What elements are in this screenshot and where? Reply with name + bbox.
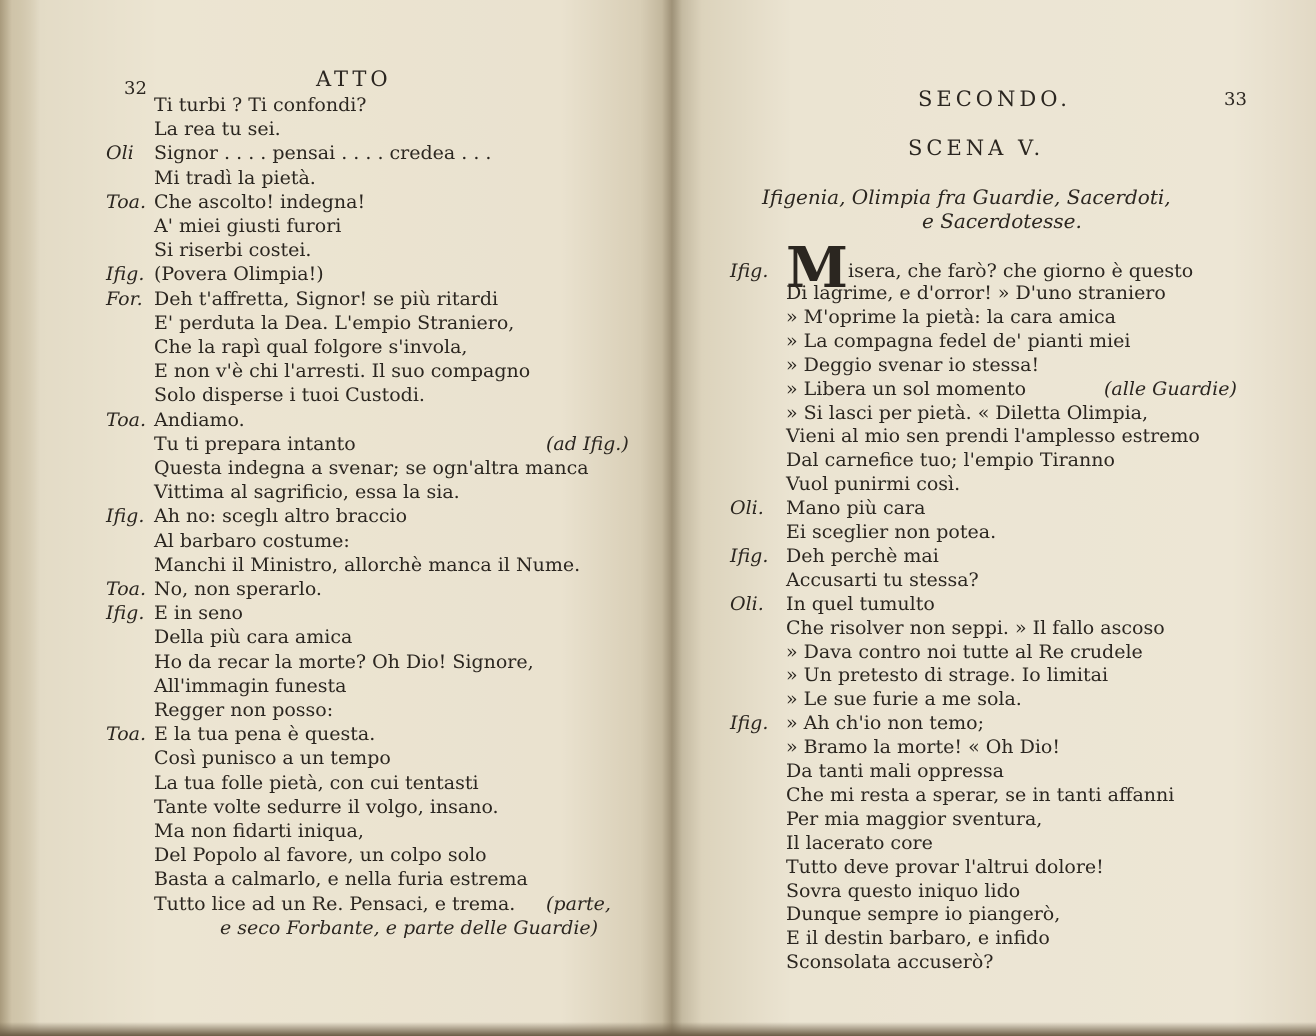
- verse-line: [730, 282, 1166, 304]
- verse-text: E la tua pena è questa.: [154, 723, 376, 746]
- verse-line: [106, 844, 487, 866]
- verse-text: E non v'è chi l'arresti. Il suo compagno: [154, 360, 531, 383]
- verse-text: Ei sceglier non potea.: [786, 521, 997, 543]
- verse-text: La tua folle pietà, con cui tentasti: [154, 771, 479, 794]
- verse-line: [106, 312, 514, 334]
- page-number: 33: [1224, 89, 1247, 110]
- verse-line: [106, 554, 580, 576]
- verse-line: [106, 723, 375, 745]
- running-head: ATTO: [316, 67, 392, 91]
- verse-line: [730, 784, 1174, 806]
- verse-line: [106, 360, 530, 382]
- verse-text: » Un pretesto di strage. Io limitai: [786, 664, 1109, 687]
- page-bottom-edge: [0, 1022, 1316, 1036]
- verse-line: [106, 868, 528, 890]
- verse-line: [106, 215, 341, 237]
- verse-text: In quel tumulto: [786, 592, 935, 615]
- verse-text: Vittima al sagrificio, essa la sia.: [154, 481, 460, 504]
- verse-text: Che mi resta a sperar, se in tanti affanni: [786, 783, 1175, 806]
- verse-text: Deh perchè mai: [786, 544, 939, 567]
- verse-text: Tu ti prepara intanto: [154, 432, 356, 455]
- verse-line: [730, 641, 1143, 663]
- verse-text: Il lacerato core: [786, 831, 933, 854]
- verse-text: Deh t'affretta, Signor! se più ritardi: [154, 287, 499, 310]
- verse-text: Del Popolo al favore, un colpo solo: [154, 844, 487, 867]
- book-gutter: [662, 0, 682, 1036]
- verse-line: [106, 191, 365, 213]
- verse-line: [106, 239, 311, 261]
- verse-text: » Le sue furie a me sola.: [786, 688, 1022, 711]
- verse-text: isera, che farò? che giorno è questo: [848, 260, 1194, 282]
- verse-line: [106, 578, 322, 600]
- verse-line: [730, 832, 933, 854]
- verse-line: [730, 425, 1200, 447]
- verse-text: Al barbaro costume:: [154, 529, 350, 552]
- verse-text: Tutto lice ad un Re. Pensaci, e trema.: [154, 892, 516, 915]
- stage-direction: (parte,: [546, 892, 611, 915]
- verse-line: [106, 409, 245, 431]
- speaker: Ifig.: [730, 260, 769, 282]
- verse-line: [106, 336, 467, 358]
- verse-line: [106, 432, 629, 455]
- verse-line: [730, 449, 1115, 471]
- verse-line: [106, 699, 333, 721]
- speaker: For.: [106, 287, 143, 310]
- verse-text: Di lagrime, e d'orror! » D'uno straniero: [786, 282, 1166, 304]
- verse-line: [106, 820, 364, 842]
- verse-text: Si riserbi costei.: [154, 239, 312, 262]
- verse-text: Vieni al mio sen prendi l'amplesso estremo: [786, 425, 1200, 448]
- verse-line: [106, 602, 243, 624]
- cast-list-line-1: Ifigenia, Olimpia fra Guardie, Sacerdoti,: [762, 185, 1171, 209]
- verse-text: » Deggio svenar io stessa!: [786, 353, 1040, 376]
- verse-line: [106, 892, 611, 915]
- verse-line: [106, 530, 350, 552]
- speaker: Toa.: [106, 408, 147, 431]
- speaker: Toa.: [106, 578, 147, 600]
- speaker: Ifig.: [106, 263, 145, 286]
- verse-line: [106, 796, 499, 818]
- verse-text: Ho da recar la morte? Oh Dio! Signore,: [154, 650, 534, 673]
- verse-line: [106, 675, 347, 697]
- verse-text: Manchi il Ministro, allorchè manca il Nume.: [154, 553, 581, 576]
- verse-text: Sconsolata accuserò?: [786, 951, 994, 974]
- page-edge: [0, 0, 40, 1036]
- verse-line: [106, 505, 407, 527]
- verse-text: Dal carnefice tuo; l'empio Tiranno: [786, 449, 1115, 472]
- verse-line: [730, 521, 996, 543]
- verse-line: [730, 497, 925, 519]
- stage-direction: (alle Guardie): [1104, 377, 1237, 400]
- verse-line: [730, 306, 1116, 328]
- stage-direction: (ad Ifig.): [546, 432, 629, 455]
- verse-text: » La compagna fedel de' pianti miei: [786, 329, 1131, 352]
- verse-line: [730, 712, 984, 734]
- verse-text: Sovra questo iniquo lido: [786, 879, 1021, 902]
- verse-text: Solo disperse i tuoi Custodi.: [154, 384, 425, 407]
- verse-text: Tutto deve provar l'altrui dolore!: [786, 855, 1104, 878]
- verse-text: Ma non fidarti iniqua,: [154, 820, 364, 842]
- verse-text: Tante volte sedurre il volgo, insano.: [154, 795, 499, 818]
- verse-line: [730, 927, 1050, 949]
- verse-text: Mi tradì la pietà.: [154, 166, 316, 189]
- stage-direction: e seco Forbante, e parte delle Guardie): [220, 916, 599, 939]
- verse-line: [730, 545, 939, 567]
- verse-line: [106, 384, 425, 406]
- verse-line: [106, 142, 491, 164]
- verse-line: [106, 626, 352, 648]
- verse-text: » Libera un sol momento: [786, 377, 1027, 400]
- verse-text: » Si lasci per pietà. « Diletta Olimpia,: [786, 401, 1149, 424]
- speaker: Toa.: [106, 723, 147, 746]
- verse-text: Per mia maggior sventura,: [786, 807, 1043, 830]
- verse-text: » M'oprime la pietà: la cara amica: [786, 305, 1116, 328]
- verse-line: [730, 688, 1022, 710]
- verse-line: [730, 569, 979, 591]
- verse-line: [730, 808, 1042, 830]
- verse-line: [106, 118, 281, 140]
- verse-text: Della più cara amica: [154, 626, 353, 649]
- speaker: Toa.: [106, 190, 147, 213]
- verse-text: Mano più cara: [786, 497, 926, 520]
- verse-line: [730, 473, 960, 495]
- verse-text: Ti turbi ? Ti confondi?: [154, 94, 367, 116]
- verse-line: [730, 736, 1060, 758]
- verse-text: Vuol punirmi così.: [786, 473, 961, 496]
- verse-line: [730, 377, 1237, 400]
- verse-line: [106, 94, 367, 116]
- verse-text: Che ascolto! indegna!: [154, 190, 366, 213]
- verse-text: La rea tu sei.: [154, 118, 281, 141]
- cast-list-line-2: e Sacerdotesse.: [922, 209, 1082, 233]
- verse-text: Accusarti tu stessa?: [786, 568, 979, 591]
- verse-text: Questa indegna a svenar; se ogn'altra manca: [154, 457, 589, 479]
- verse-text: Da tanti mali oppressa: [786, 760, 1005, 782]
- verse-line: [730, 880, 1020, 902]
- verse-line: [730, 856, 1104, 878]
- right-page: [672, 0, 1316, 1036]
- verse-text: » Dava contro noi tutte al Re crudele: [786, 640, 1143, 663]
- verse-line: [730, 593, 935, 615]
- verse-line: [106, 167, 316, 189]
- speaker: Ifig.: [730, 712, 769, 735]
- verse-text: E in seno: [154, 602, 243, 625]
- verse-line: [730, 664, 1108, 686]
- verse-text: Che la rapì qual folgore s'invola,: [154, 336, 468, 358]
- verse-line: [106, 457, 589, 479]
- verse-line: [220, 917, 598, 939]
- verse-text: Signor . . . . pensai . . . . credea . . .: [154, 142, 492, 165]
- verse-text: No, non sperarlo.: [154, 578, 322, 600]
- running-head: SECONDO.: [918, 87, 1071, 111]
- verse-text: » Bramo la morte! « Oh Dio!: [786, 736, 1060, 759]
- verse-text: Regger non posso:: [154, 699, 334, 721]
- verse-line: [730, 903, 1060, 925]
- verse-line: [730, 402, 1148, 424]
- scene-title: SCENA V.: [908, 136, 1045, 160]
- verse-line: [106, 651, 534, 673]
- speaker: Oli.: [730, 497, 764, 520]
- verse-line: [730, 330, 1130, 352]
- verse-text: Che risolver non seppi. » Il fallo ascoso: [786, 616, 1165, 639]
- verse-line: [730, 354, 1039, 376]
- verse-text: A' miei giusti furori: [154, 215, 342, 237]
- verse-text: » Ah ch'io non temo;: [786, 712, 985, 735]
- verse-text: E il destin barbaro, e infido: [786, 927, 1050, 950]
- verse-text: All'immagin funesta: [154, 674, 347, 697]
- speaker: Oli.: [730, 592, 764, 615]
- speaker: Oli: [106, 142, 134, 165]
- verse-line: [106, 772, 479, 794]
- verse-line: [106, 263, 324, 285]
- verse-text: Andiamo.: [154, 408, 245, 431]
- verse-text: Così punisco a un tempo: [154, 747, 391, 770]
- drop-cap: M: [786, 235, 848, 301]
- speaker: Ifig.: [106, 602, 145, 625]
- verse-line: [730, 760, 1004, 782]
- verse-line: [106, 288, 498, 310]
- verse-text: (Povera Olimpia!): [154, 263, 324, 286]
- verse-line: [106, 747, 391, 769]
- verse-line: [730, 617, 1165, 639]
- page-number: 32: [124, 78, 147, 99]
- verse-text: Dunque sempre io piangerò,: [786, 903, 1061, 926]
- speaker: Ifig.: [730, 544, 769, 567]
- verse-text: E' perduta la Dea. L'empio Straniero,: [154, 311, 515, 334]
- verse-line: [730, 951, 993, 973]
- verse-text: Basta a calmarlo, e nella furia estrema: [154, 868, 528, 891]
- verse-line: [106, 481, 460, 503]
- speaker: Ifig.: [106, 505, 145, 528]
- verse-text: Ah no: sceglı altro braccio: [154, 505, 408, 528]
